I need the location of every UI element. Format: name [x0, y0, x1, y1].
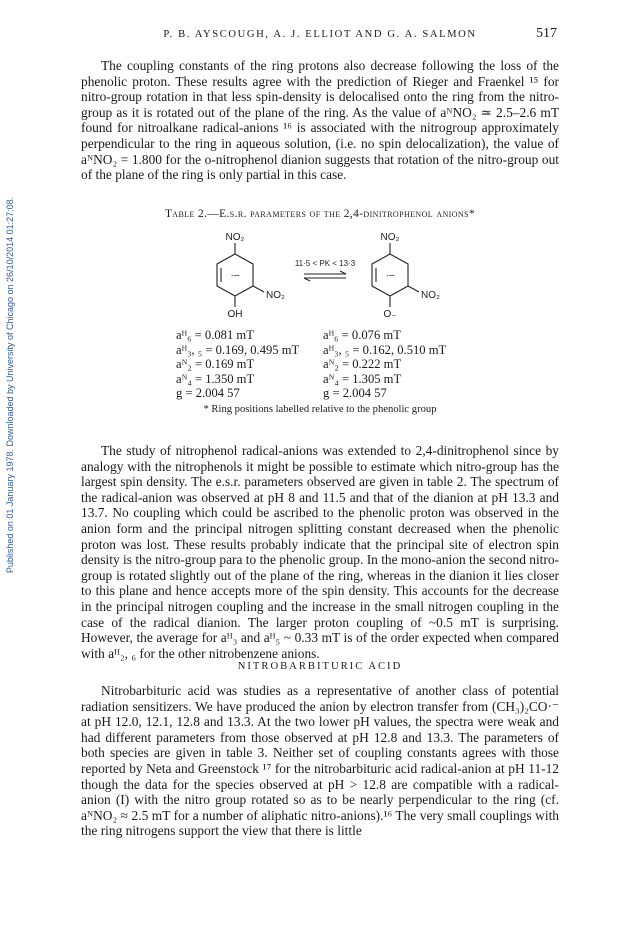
section-heading: NITROBARBITURIC ACID: [237, 661, 403, 672]
left-side-group: NO₂: [266, 290, 285, 301]
param-row: aᴴ₆ = 0.081 mT: [176, 328, 254, 342]
right-charge: ·–: [385, 270, 395, 281]
param-row: g = 2.004 57: [176, 386, 240, 401]
table-label: Table 2.: [164, 208, 208, 220]
param-row: aᴴ₆ = 0.076 mT: [323, 328, 401, 342]
equilibrium-label: 11·5 < PK < 13·3: [294, 259, 356, 268]
download-watermark: [3, 150, 17, 620]
structure-diagram: [190, 228, 460, 328]
param-row: aᴺ₂ = 0.169 mT: [176, 357, 255, 372]
table-caption: [81, 208, 559, 220]
watermark-text: Published on 01 January 1978. Downloaded by University of Chicago on 26/10/2014 01:27:08.: [5, 196, 15, 574]
equilibrium-arrows: [304, 271, 346, 281]
right-bottom-group: O₋: [383, 309, 397, 320]
right-molecule: [372, 243, 419, 307]
param-row: aᴺ₄ = 1.305 mT: [323, 371, 402, 386]
param-row: aᴴ₃, ₅ = 0.169, 0.495 mT: [176, 342, 300, 357]
left-top-group: NO₂: [225, 232, 245, 243]
structure-svg: [190, 228, 460, 328]
paragraph-3: Nitrobarbituric acid was studies as a representative of another class of potential radiation sensitizers. We have produced the anion by electron transfer from (CH₃)₂CO·⁻ at pH 12.0, 12.1, 12.8 and 13.3. At the two lower pH values, the spectra were weak and had different parameters from those observed at pH 12.8 and 13.3. The parameters of both species are given in table 3. Neither set of coupling constants agrees with those reported by Neta and Greenstock ¹⁷ for the nitrobarbituric acid radical-anion at pH 11-12 though the data for the species observed at pH > 12.8 are compatible with a radical-anion (I) with the nitro group rotated so as to be nearly perpendicular to the ring (cf. aᴺNO₂ ≈ 2.5 mT for a number of aliphatic nitro-anions).¹⁶ The very small couplings with the ring nitrogens support the view that there is little: [81, 683, 559, 839]
right-top-group: NO₂: [380, 232, 400, 243]
right-parameters: [323, 328, 446, 401]
param-row: aᴺ₄ = 1.350 mT: [176, 371, 255, 386]
left-bottom-group: OH: [227, 309, 243, 320]
table-title: —E.s.r. parameters of the 2,4-dinitrophenol anions*: [207, 208, 476, 220]
table-footnote: * Ring positions labelled relative to the phenolic group: [203, 404, 437, 415]
paragraph-2: The study of nitrophenol radical-anions was extended to 2,4-dinitrophenol since by analogy with the nitrophenols it might be possible to estimate which nitro-group has the largest spin density. The e.s.r. parameters observed are given in table 2. The spectrum of the radical-anion was observed at pH 8 and 11.5 and that of the dianion at pH 13.3 and 13.7. No coupling which could be ascribed to the phenolic proton was observed in the anion form and the principal nitrogen splitting constant decreased when the phenolic proton was lost. These results probably indicate that the principal site of electron spin density is the nitro-group para to the phenolic group. In the mono-anion the second nitro-group is rotated slightly out of the plane of the ring, whereas in the dianion it lies closer to this plane and hence accepts more of the spin density. This accounts for the decrease in the principal nitrogen coupling and the increase in the small nitrogen coupling in the case of the radical dianion. The larger proton coupling of ~0.5 mT is surprising. However, the average for aᴴ₃ and aᴴ₅ ~ 0.33 mT is of the order expected when compared with aᴴ₂, ₆ for the other nitrobenzene anions.: [81, 443, 559, 661]
param-row: aᴺ₂ = 0.222 mT: [323, 357, 402, 372]
left-parameters: [176, 328, 299, 401]
param-row: aᴴ₃, ₅ = 0.162, 0.510 mT: [323, 342, 447, 357]
param-row: g = 2.004 57: [323, 386, 387, 401]
page-header: [83, 26, 557, 44]
left-molecule: [217, 243, 264, 307]
left-charge: ·–: [230, 270, 240, 281]
paragraph-1: The coupling constants of the ring protons also decrease following the loss of the phenolic proton. These results agree with the prediction of Rieger and Fraenkel ¹⁵ for nitro-group rotation in that less spin-density is delocalised onto the ring from the nitro-group as it is rotated out of the plane of the ring. As the value of aᴺNO₂ ≃ 2.5–2.6 mT found for nitroalkane radical-anions ¹⁶ is associated with the nitrogroup approximately perpendicular to the ring in aqueous solution, (i.e. no spin delocalization), the value of aᴺNO₂ = 1.800 for the o-nitrophenol dianion suggests that rotation of the nitro-group out of the plane of the ring is only partial in this case.: [81, 58, 559, 183]
running-head: P. B. AYSCOUGH, A. J. ELLIOT AND G. A. SALMON: [163, 29, 477, 40]
right-side-group: NO₂: [421, 290, 440, 301]
page-number: 517: [536, 26, 557, 41]
